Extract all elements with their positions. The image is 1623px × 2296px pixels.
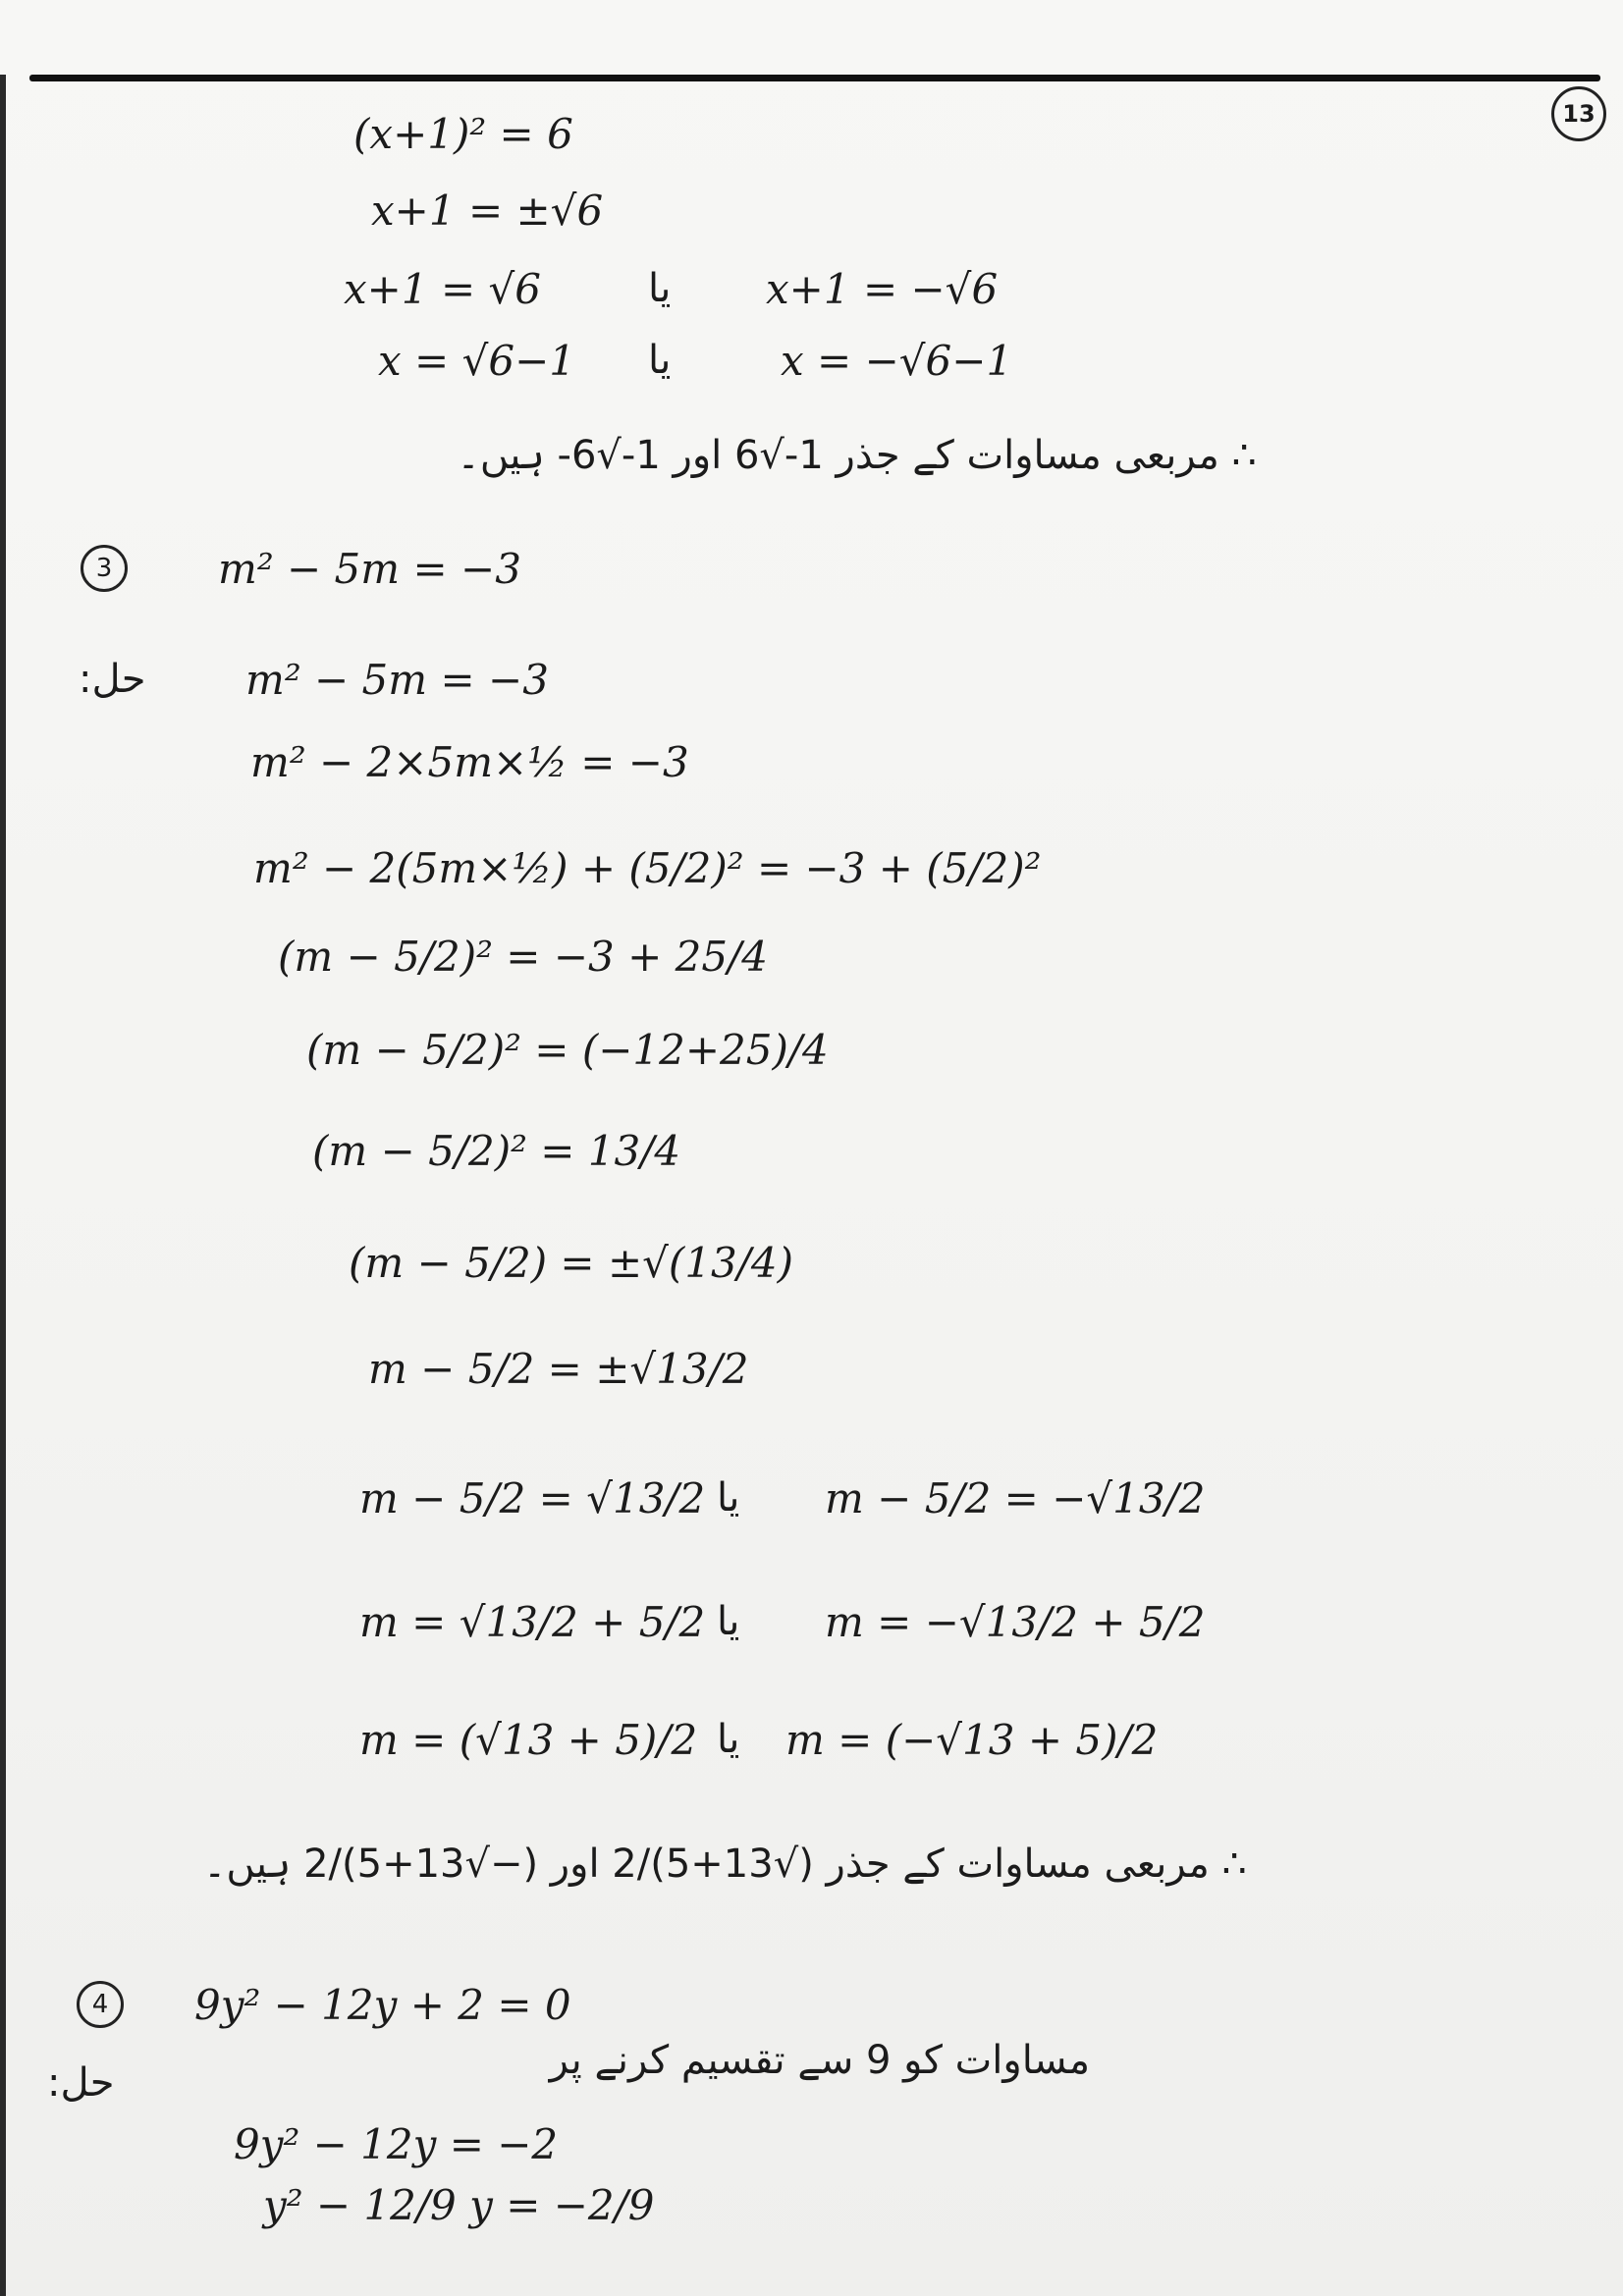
p3-step-6: (m − 5/2)² = 13/4 — [312, 1127, 681, 1175]
p3-step-7: (m − 5/2) = ±√(13/4) — [349, 1239, 794, 1287]
p4-step-1: 9y² − 12y = −2 — [234, 2120, 559, 2168]
p3-step-8: m − 5/2 = ±√13/2 — [368, 1345, 749, 1393]
p3-split-3a: m = (√13 + 5)/2 — [359, 1716, 698, 1764]
p3-equation: m² − 5m = −3 — [218, 545, 521, 593]
p2-line-3a: x+1 = √6 — [344, 265, 541, 313]
p4-step-2: y² − 12/9 y = −2/9 — [263, 2181, 655, 2229]
p4-hal-label: حل: — [47, 2060, 115, 2106]
p3-step-1: m² − 5m = −3 — [245, 656, 549, 704]
p3-split-3b: m = (−√13 + 5)/2 — [785, 1716, 1159, 1764]
p3-or-2: یا — [717, 1599, 740, 1644]
p3-split-1b: m − 5/2 = −√13/2 — [825, 1474, 1206, 1522]
p3-split-2a: m = √13/2 + 5/2 — [359, 1598, 706, 1646]
p3-step-4: (m − 5/2)² = −3 + 25/4 — [278, 933, 768, 981]
p2-line-2: x+1 = ±√6 — [371, 187, 604, 235]
problem-3-number: 3 — [81, 545, 128, 592]
top-rule-line — [29, 75, 1600, 81]
p2-or-1: یا — [648, 266, 672, 311]
p2-or-2: یا — [648, 338, 672, 383]
page-number-badge: 13 — [1551, 86, 1606, 141]
problem-4-number: 4 — [77, 1981, 124, 2028]
p3-hal-label: حل: — [79, 657, 146, 702]
p3-step-2: m² − 2×5m×½ = −3 — [250, 738, 689, 786]
p3-or-1: یا — [717, 1475, 740, 1521]
p3-split-1a: m − 5/2 = √13/2 — [359, 1474, 706, 1522]
p3-or-3: یا — [717, 1717, 740, 1762]
p2-line-4b: x = −√6−1 — [781, 337, 1013, 385]
p4-equation: 9y² − 12y + 2 = 0 — [194, 1981, 571, 2029]
p3-step-3: m² − 2(5m×½) + (5/2)² = −3 + (5/2)² — [253, 844, 1042, 892]
p2-line-3b: x+1 = −√6 — [766, 265, 999, 313]
p2-line-4a: x = √6−1 — [378, 337, 575, 385]
page-left-edge — [0, 75, 6, 2296]
p3-conclusion: ∴ مربعی مساوات کے جذر (√13+5)/2 اور (−√13+5)/2 ہیں۔ — [202, 1842, 1247, 1887]
p3-step-5: (m − 5/2)² = (−12+25)/4 — [306, 1026, 829, 1074]
p2-line-1: (x+1)² = 6 — [353, 110, 573, 158]
p3-split-2b: m = −√13/2 + 5/2 — [825, 1598, 1206, 1646]
p4-note: مساوات کو 9 سے تقسیم کرنے پر — [549, 2038, 1090, 2083]
p2-conclusion: ∴ مربعی مساوات کے جذر 1-√6 اور 1-√6- ہیں۔ — [457, 433, 1257, 478]
